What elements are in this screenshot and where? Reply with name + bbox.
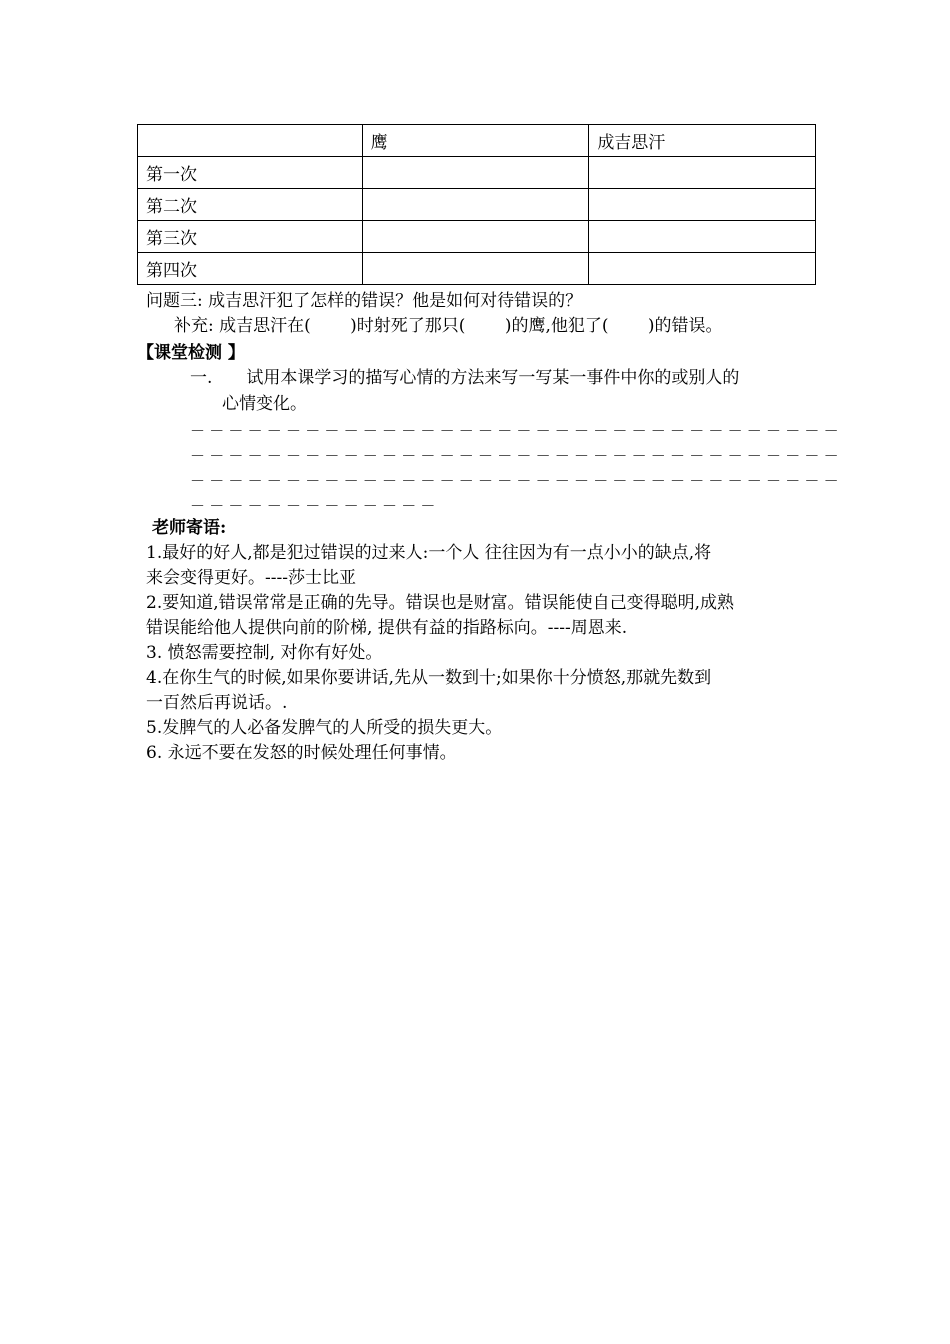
table-cell: [362, 157, 589, 189]
table-cell: [362, 253, 589, 285]
question-three: 问题三: 成吉思汗犯了怎样的错误？他是如何对待错误的？: [146, 291, 583, 311]
table-row: [138, 189, 816, 221]
table-cell: [589, 221, 816, 253]
answer-line: －－－－－－－－－－－－－－－－－－－－－－－－－－－－－－－－－－: [190, 472, 843, 490]
table-cell: 第一次: [138, 157, 363, 189]
classroom-check-heading: 【课堂检测 】: [137, 343, 245, 363]
table-cell: [589, 157, 816, 189]
classroom-check-item: 一. 试用本课学习的描写心情的方法来写一写某一事件中你的或别人的: [190, 368, 740, 388]
table-header-cell: 鹰: [362, 125, 589, 157]
answer-line: －－－－－－－－－－－－－－－－－－－－－－－－－－－－－－－－－－: [190, 447, 843, 465]
teacher-message-line: 来会变得更好。----莎士比亚: [146, 568, 356, 588]
comparison-table: [137, 124, 816, 285]
table-row: [138, 253, 816, 285]
table-header-cell: [138, 125, 363, 157]
teacher-message-line: 1.最好的好人,都是犯过错误的过来人:一个人 往往因为有一点小小的缺点,将: [146, 543, 712, 563]
teacher-message-line: 4.在你生气的时候,如果你要讲话,先从一数到十;如果你十分愤怒,那就先数到: [146, 668, 712, 688]
table-cell: [589, 189, 816, 221]
answer-line: －－－－－－－－－－－－－: [190, 497, 440, 515]
table-cell: [362, 189, 589, 221]
teacher-message-heading: 老师寄语:: [152, 518, 227, 538]
table-cell: 第四次: [138, 253, 363, 285]
teacher-message-line: 一百然后再说话。.: [146, 693, 288, 713]
table-cell: 第二次: [138, 189, 363, 221]
table-cell: [362, 221, 589, 253]
table-row: [138, 157, 816, 189]
table-header-row: [138, 125, 816, 157]
table-header-cell: 成吉思汗: [589, 125, 816, 157]
answer-line: －－－－－－－－－－－－－－－－－－－－－－－－－－－－－－－－－－: [190, 422, 843, 440]
table-cell: 第三次: [138, 221, 363, 253]
table-cell: [589, 253, 816, 285]
supplement-line: 补充: 成吉思汗在( )时射死了那只( )的鹰,他犯了( )的错误。: [174, 316, 723, 336]
teacher-message-line: 3. 愤怒需要控制, 对你有好处。: [146, 643, 383, 663]
classroom-check-item-continued: 心情变化。: [222, 394, 307, 414]
teacher-message-line: 错误能给他人提供向前的阶梯, 提供有益的指路标向。----周恩来.: [146, 618, 628, 638]
teacher-message-line: 5.发脾气的人必备发脾气的人所受的损失更大。: [146, 718, 503, 738]
teacher-message-line: 6. 永远不要在发怒的时候处理任何事情。: [146, 743, 457, 763]
teacher-message-line: 2.要知道,错误常常是正确的先导。错误也是财富。错误能使自己变得聪明,成熟: [146, 593, 735, 613]
table-row: [138, 221, 816, 253]
